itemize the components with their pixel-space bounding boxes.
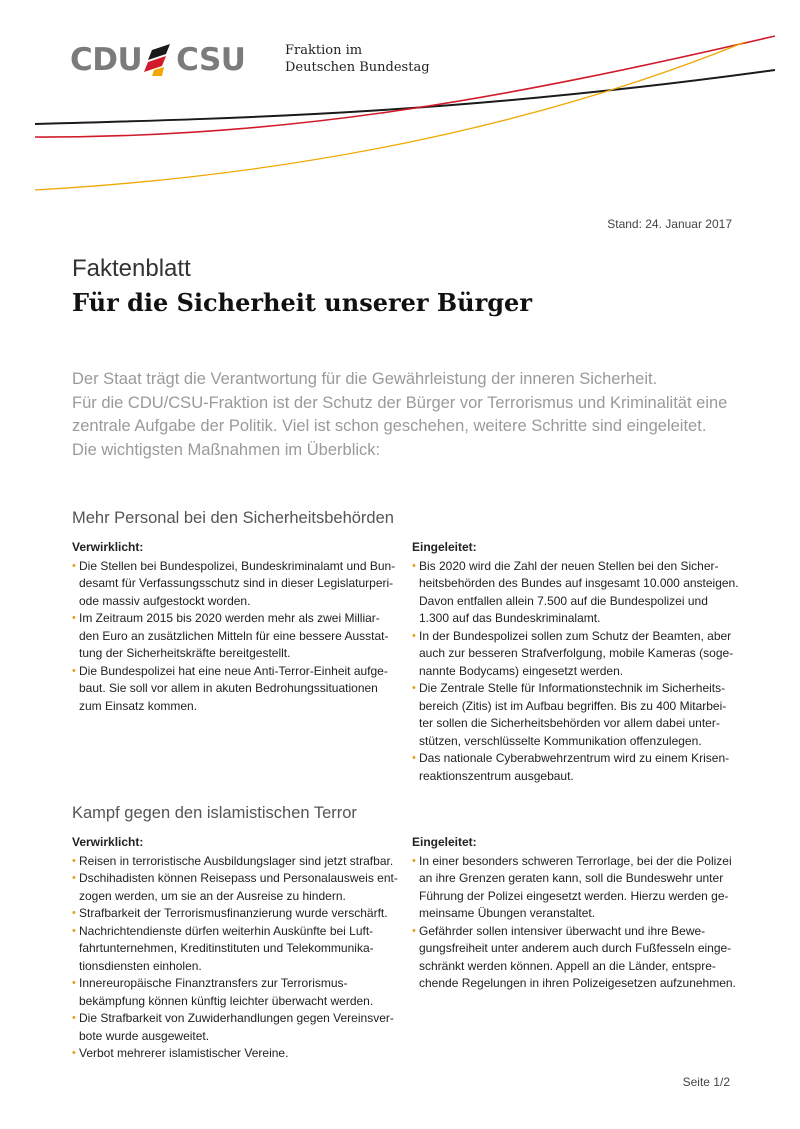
list-item-line: • Reisen in terroristische Ausbildungslager sind jetzt strafbar.	[79, 853, 394, 868]
list-item-line: • Nachrichtendienste dürfen weiterhin Auskünfte bei Luft-	[79, 923, 374, 938]
section-personal-verwirklicht	[72, 539, 396, 715]
section-title-terror: Kampf gegen den islamistischen Terror	[72, 804, 357, 822]
list-item-line: meinsame Übungen veranstaltet.	[419, 906, 596, 920]
list-item-line: • Die Stellen bei Bundespolizei, Bundeskriminalamt und Bun-	[79, 558, 396, 573]
logo-csu-text: CSU	[176, 42, 246, 78]
list-item-line: • Gefährder sollen intensiver überwacht und ihre Bewe-	[419, 923, 706, 938]
bullet-list	[412, 853, 736, 993]
list-item	[72, 610, 392, 663]
date-stamp: Stand: 24. Januar 2017	[607, 217, 732, 231]
list-item	[412, 853, 732, 923]
list-item	[412, 750, 732, 785]
document-kind: Faktenblatt	[72, 255, 191, 282]
list-item-line: nannte Bodycams) eingesetzt werden.	[419, 663, 624, 678]
section-title-personal: Mehr Personal bei den Sicherheitsbehörden	[72, 509, 394, 527]
list-item	[412, 923, 736, 993]
column-heading: Eingeleitet:	[412, 540, 477, 554]
list-item-line: Davon entfallen allein 7.500 auf die Bundespolizei und	[419, 593, 708, 608]
list-item-line: • Innereuropäische Finanztransfers zur Terrorismus-	[79, 976, 348, 990]
bullet-list	[72, 558, 396, 716]
cdu-csu-logo	[70, 44, 245, 76]
bullet-list	[72, 853, 398, 1063]
list-item-line: zogen werden, um sie an der Ausreise zu hindern.	[79, 888, 346, 903]
list-item-line: • In der Bundespolizei sollen zum Schutz der Beamten, aber	[419, 628, 732, 643]
list-item-line: heitsbehörden des Bundes auf insgesamt 10.000 ansteigen.	[419, 576, 739, 590]
list-item-line: Führung der Polizei eingesetzt werden. Hierzu werden ge-	[419, 888, 729, 903]
list-item-line: stützen, verschlüsselte Kommunikation offenzulegen.	[419, 733, 702, 748]
list-item	[72, 853, 392, 871]
bullet-list	[412, 558, 739, 786]
column-heading: Verwirklicht:	[72, 540, 144, 554]
list-item	[412, 680, 732, 750]
list-item	[72, 975, 392, 1010]
list-item	[412, 558, 739, 628]
list-item-line: 1.300 auf das Bundeskriminalamt.	[419, 611, 601, 625]
list-item	[72, 1045, 392, 1063]
list-item-line: schränkt werden können. Appell an die Länder, entspre-	[419, 958, 716, 973]
list-item	[72, 1010, 392, 1045]
list-item-line: • Dschihadisten können Reisepass und Personalausweis ent-	[79, 871, 398, 885]
org-line: Fraktion im	[285, 43, 363, 58]
list-item-line: zum Einsatz kommen.	[79, 698, 198, 713]
page-number: Seite 1/2	[682, 1075, 730, 1089]
list-item	[412, 628, 732, 681]
swoosh-black-line	[35, 70, 775, 124]
org-name	[285, 42, 430, 76]
list-item-line: den Euro an zusätzlichen Mitteln für eine bessere Ausstat-	[79, 628, 389, 643]
list-item-line: • Strafbarkeit der Terrorismusfinanzierung wurde verschärft.	[79, 906, 388, 920]
logo-cdu-text: CDU	[70, 42, 143, 78]
list-item-line: desamt für Verfassungsschutz sind in dieser Legislaturperi-	[79, 576, 394, 590]
flag-stripe-black	[148, 44, 170, 60]
section-terror-verwirklicht	[72, 834, 398, 1063]
list-item	[72, 558, 396, 611]
list-item	[72, 663, 392, 716]
list-item-line: • Das nationale Cyberabwehrzentrum wird zu einem Krisen-	[419, 751, 730, 765]
list-item-line: ode massiv aufgestockt worden.	[79, 593, 251, 608]
list-item	[72, 905, 392, 923]
list-item-line: tionsdiensten einholen.	[79, 958, 202, 973]
list-item-line: chende Regelungen in ihren Polizeigesetzen aufzunehmen.	[419, 976, 736, 990]
list-item-line: • Die Bundespolizei hat eine neue Anti-Terror-Einheit aufge-	[79, 663, 388, 678]
list-item-line: • Bis 2020 wird die Zahl der neuen Stellen bei den Sicher-	[419, 558, 719, 573]
document-title: Für die Sicherheit unserer Bürger	[72, 288, 532, 317]
intro-line: Die wichtigsten Maßnahmen im Überblick:	[72, 440, 381, 459]
intro-line: zentrale Aufgabe der Politik. Viel ist schon geschehen, weitere Schritte sind eingeleitet.	[72, 417, 707, 435]
list-item-line: tung der Sicherheitskräfte bereitgestellt.	[79, 646, 291, 660]
list-item	[72, 923, 392, 976]
logo-flag-icon	[144, 44, 174, 76]
list-item-line: • Im Zeitraum 2015 bis 2020 werden mehr als zwei Milliar-	[79, 611, 380, 625]
list-item-line: gungsfreiheit unter anderem auch durch Fußfesseln einge-	[419, 941, 732, 955]
section-personal-eingeleitet	[412, 539, 739, 785]
list-item-line: • Verbot mehrerer islamistischer Vereine.	[79, 1046, 289, 1060]
section-terror-eingeleitet	[412, 834, 736, 993]
list-item-line: • Die Strafbarkeit von Zuwiderhandlungen gegen Vereinsver-	[79, 1011, 394, 1025]
list-item-line: auch zur besseren Strafverfolgung, mobile Kameras (soge-	[419, 646, 734, 660]
org-line: Deutschen Bundestag	[285, 60, 430, 75]
intro-line: Für die CDU/CSU-Fraktion ist der Schutz der Bürger vor Terrorismus und Kriminalität eine	[72, 393, 728, 412]
list-item	[72, 870, 398, 905]
list-item-line: reaktionszentrum ausgebaut.	[419, 768, 574, 783]
column-heading: Verwirklicht:	[72, 835, 144, 849]
list-item-line: • Die Zentrale Stelle für Informationstechnik im Sicherheits-	[419, 681, 726, 695]
intro-paragraph	[72, 368, 752, 462]
column-heading: Eingeleitet:	[412, 835, 477, 849]
header-swoosh-lines	[0, 0, 800, 200]
list-item-line: bekämpfung können künftig leichter überwacht werden.	[79, 993, 374, 1008]
list-item-line: • In einer besonders schweren Terrorlage, bei der die Polizei	[419, 853, 732, 868]
intro-line: Der Staat trägt die Verantwortung für die Gewährleistung der inneren Sicherheit.	[72, 370, 658, 388]
list-item-line: an ihre Grenzen geraten kann, soll die Bundeswehr unter	[419, 871, 724, 885]
list-item-line: fahrtunternehmen, Kreditinstituten und Telekommunika-	[79, 941, 374, 955]
list-item-line: bote wurde ausgeweitet.	[79, 1028, 210, 1043]
list-item-line: baut. Sie soll vor allem in akuten Bedrohungssituationen	[79, 681, 378, 695]
list-item-line: ter sollen die Sicherheitsbehörden vor allem dabei unter-	[419, 716, 720, 730]
list-item-line: bereich (Zitis) ist im Aufbau begriffen. Bis zu 400 Mitarbei-	[419, 698, 727, 713]
